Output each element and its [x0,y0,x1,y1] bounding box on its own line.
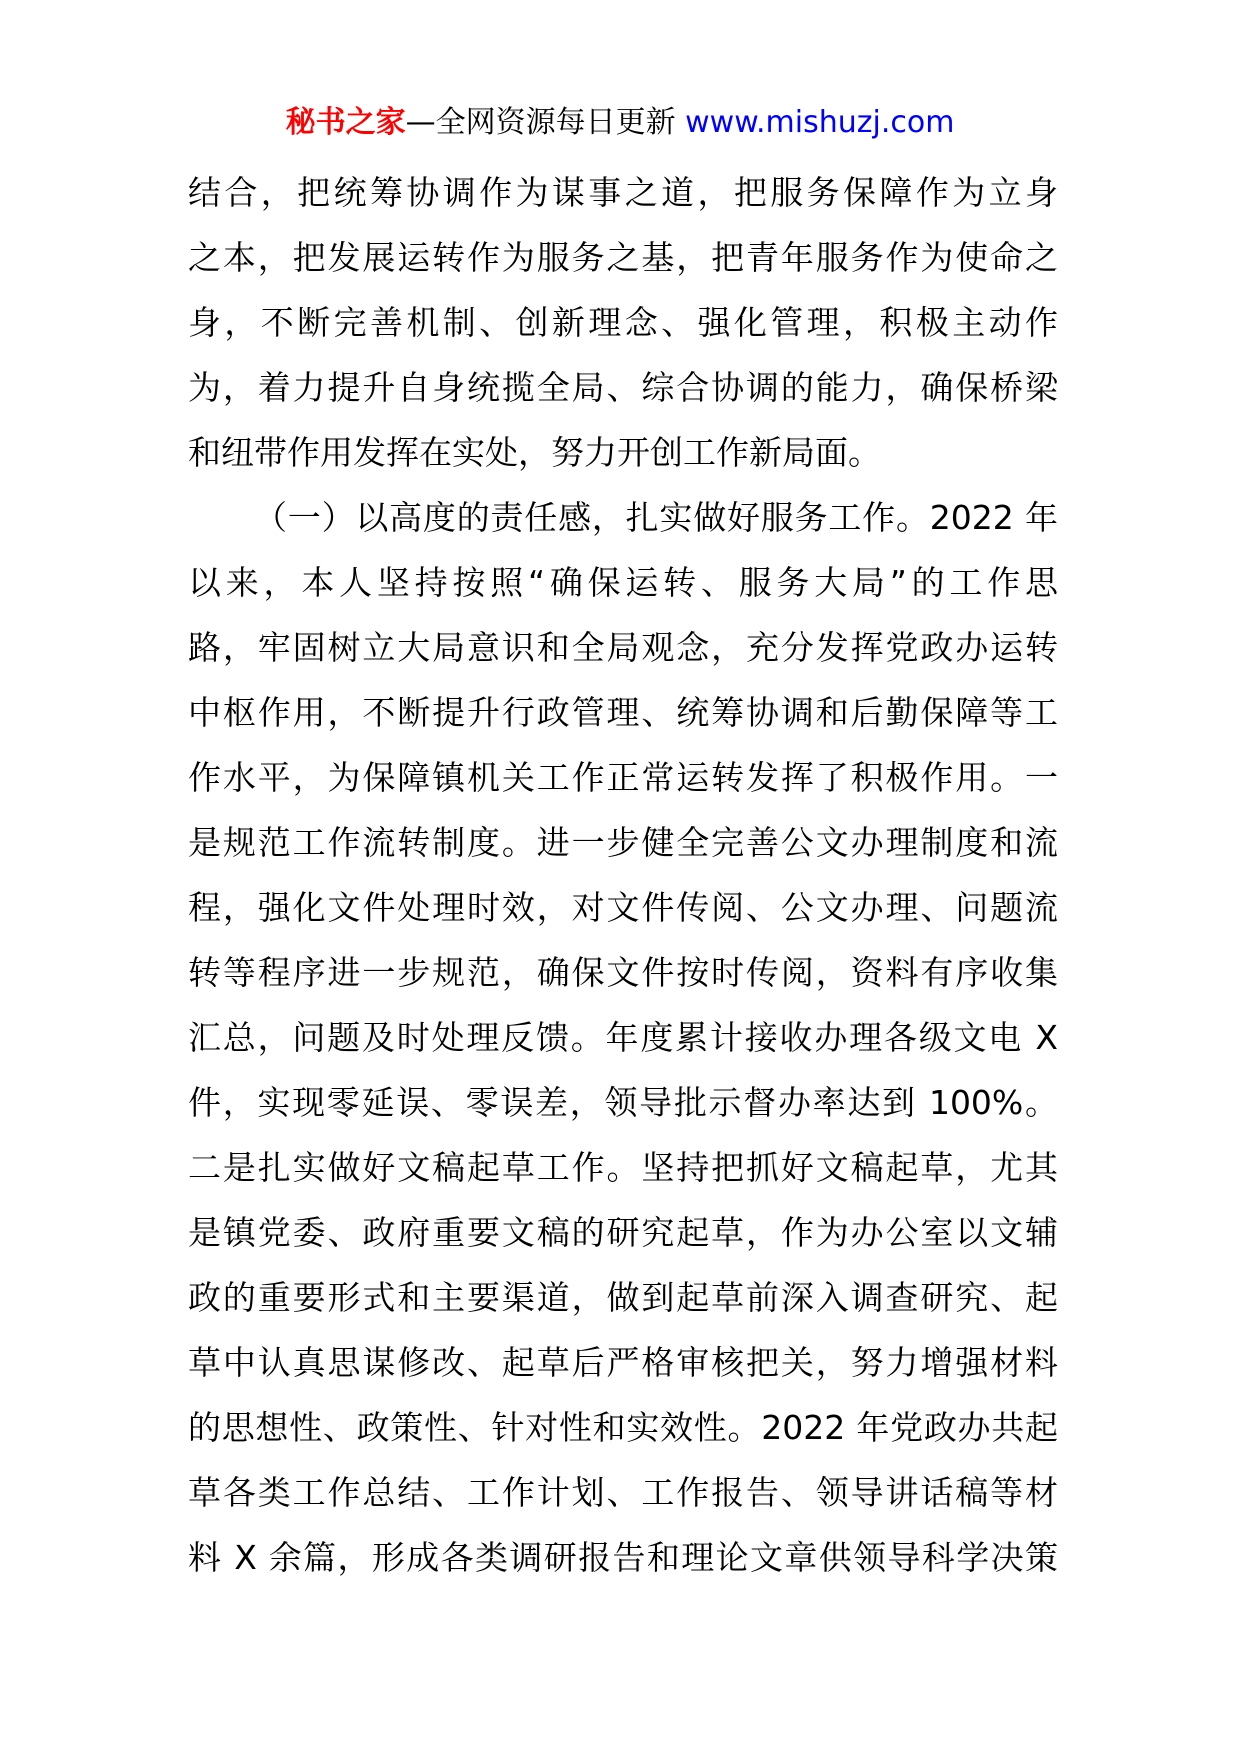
text-line: 之本，把发展运转作为服务之基，把青年服务作为使命之 [188,238,1058,277]
page-header [0,101,1240,145]
site-url-link[interactable]: www.mishuzj.com [685,105,955,140]
site-brand: 秘书之家 [285,105,406,140]
text-line: 草各类工作总结、工作计划、工作报告、领导讲话稿等材 [188,1473,1058,1512]
text-line: 转等程序进一步规范，确保文件按时传阅，资料有序收集 [188,953,1058,992]
text-line: 以来，本人坚持按照“确保运转、服务大局”的工作思 [188,563,1058,602]
text-line: 结合，把统筹协调作为谋事之道，把服务保障作为立身 [188,173,1058,212]
site-tagline: —全网资源每日更新 [405,105,676,140]
text-line: 草中认真思谋修改、起草后严格审核把关，努力增强材料 [188,1343,1058,1382]
text-line: 料 X 余篇，形成各类调研报告和理论文章供领导科学决策 [188,1538,1058,1577]
section-heading-line: （一）以高度的责任感，扎实做好服务工作。2022 年 [254,498,1058,537]
paragraph-1 [188,160,1058,485]
text-line: 是规范工作流转制度。进一步健全完善公文办理制度和流 [188,823,1058,862]
text-line: 件，实现零延误、零误差，领导批示督办率达到 100%。 [188,1083,1058,1122]
paragraph-2 [188,485,1058,1590]
text-line: 为，着力提升自身统揽全局、综合协调的能力，确保桥梁 [188,368,1058,407]
text-line: 作水平，为保障镇机关工作正常运转发挥了积极作用。一 [188,758,1058,797]
text-line: 和纽带作用发挥在实处，努力开创工作新局面。 [188,433,881,472]
text-line: 身，不断完善机制、创新理念、强化管理，积极主动作 [188,303,1058,342]
text-line: 汇总，问题及时处理反馈。年度累计接收办理各级文电 X [188,1018,1058,1057]
text-line: 二是扎实做好文稿起草工作。坚持把抓好文稿起草，尤其 [188,1148,1058,1187]
document-body [188,160,1058,1590]
text-line: 程，强化文件处理时效，对文件传阅、公文办理、问题流 [188,888,1058,927]
text-line: 中枢作用，不断提升行政管理、统筹协调和后勤保障等工 [188,693,1058,732]
text-line: 的思想性、政策性、针对性和实效性。2022 年党政办共起 [188,1408,1058,1447]
text-line: 路，牢固树立大局意识和全局观念，充分发挥党政办运转 [188,628,1058,667]
text-line: 政的重要形式和主要渠道，做到起草前深入调查研究、起 [188,1278,1058,1317]
text-line: 是镇党委、政府重要文稿的研究起草，作为办公室以文辅 [188,1213,1058,1252]
